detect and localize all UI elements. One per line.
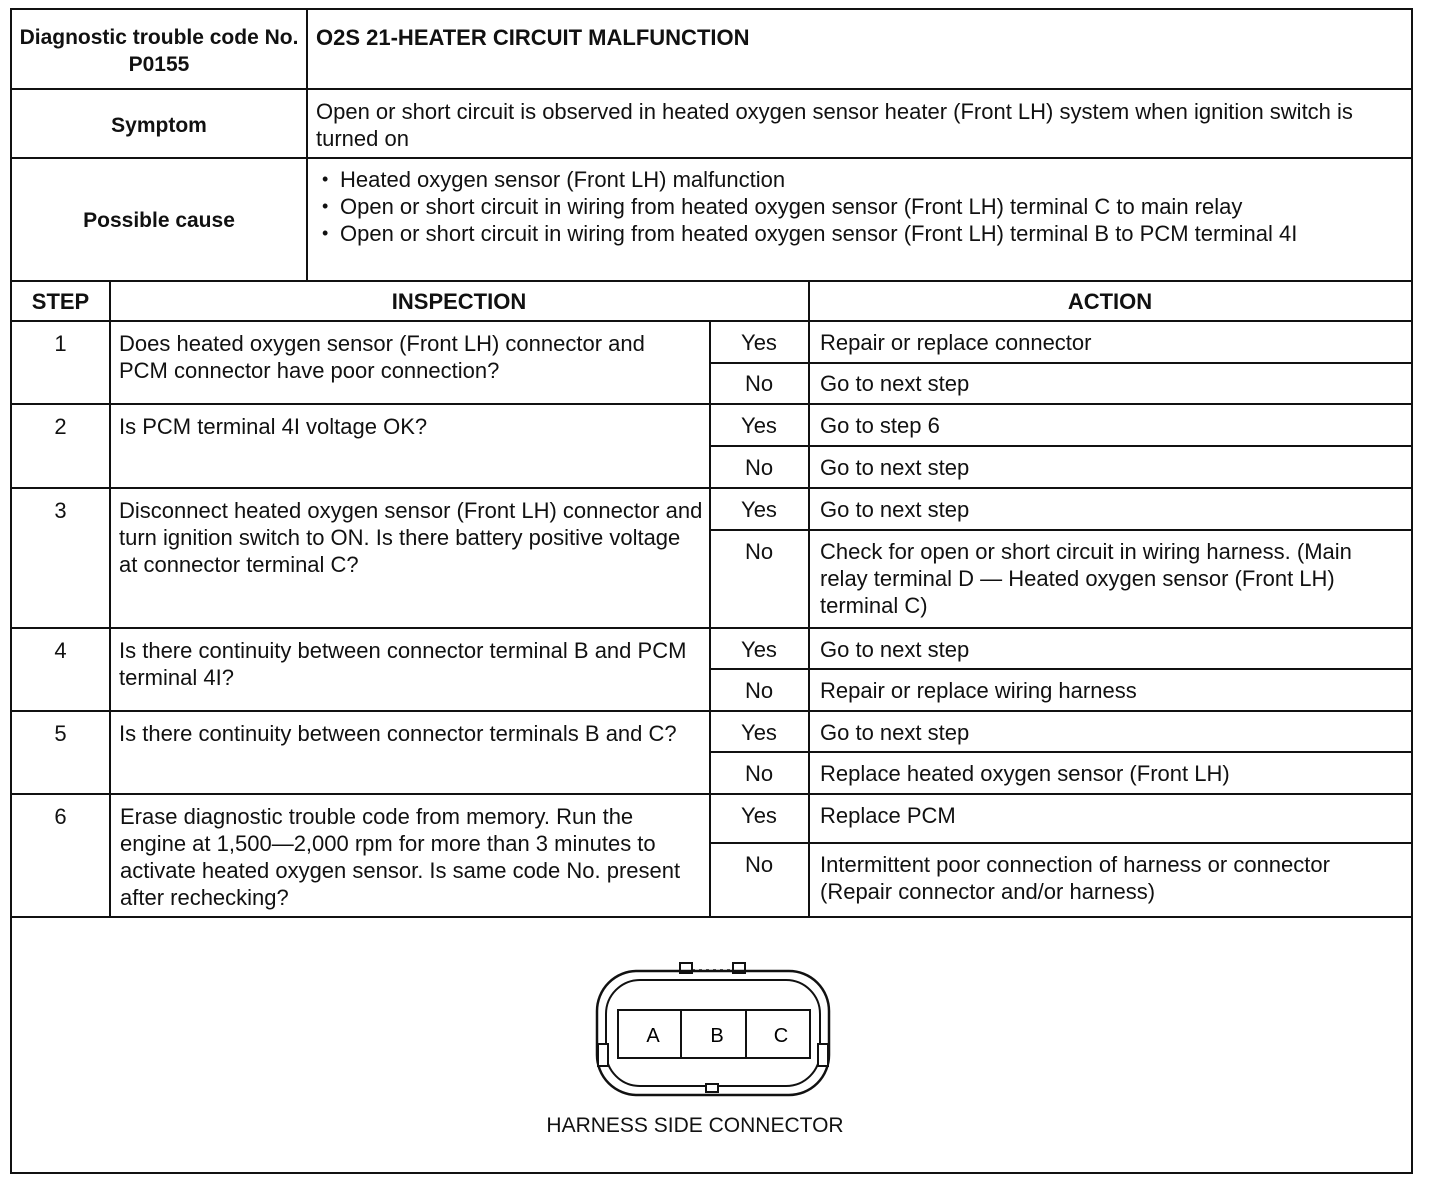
no-label: No [744, 678, 774, 703]
divider [10, 793, 1413, 795]
connector-caption: HARNESS SIDE CONNECTOR [546, 1114, 844, 1137]
step-inspection: Does heated oxygen sensor (Front LH) connector and PCM connector have poor connection? [119, 331, 645, 383]
divider [10, 487, 1413, 489]
divider [10, 157, 1413, 159]
step-inspection: Is there continuity between connector terminals B and C? [119, 721, 677, 746]
divider [709, 668, 1413, 670]
possible-cause-list [316, 166, 1401, 247]
no-label: No [744, 371, 774, 396]
yes-action: Go to step 6 [820, 413, 940, 438]
divider [808, 280, 810, 917]
harness-connector-diagram [560, 958, 860, 1108]
divider [10, 320, 1413, 322]
no-label: No [744, 761, 774, 786]
step-inspection: Is there continuity between connector terminal B and PCM terminal 4I? [119, 638, 687, 690]
step-number: 3 [54, 498, 67, 523]
divider [10, 710, 1413, 712]
divider [109, 280, 111, 917]
possible-cause-label: Possible cause [83, 209, 235, 232]
yes-action: Go to next step [820, 497, 970, 522]
yes-label: Yes [741, 497, 777, 522]
yes-action: Go to next step [820, 637, 970, 662]
no-action: Repair or replace wiring harness [820, 678, 1137, 703]
yes-label: Yes [741, 637, 777, 662]
no-action: Replace heated oxygen sensor (Front LH) [820, 761, 1230, 786]
yes-action: Go to next step [820, 720, 970, 745]
divider [709, 842, 1413, 844]
step-number: 1 [54, 331, 67, 356]
symptom-label: Symptom [111, 114, 207, 137]
no-action: Check for open or short circuit in wiring harness. (Main relay terminal D — Heated oxygen sensor (Front LH) terminal C) [820, 539, 1352, 618]
divider [10, 627, 1413, 629]
col-step-header: STEP [31, 289, 90, 314]
yes-action: Replace PCM [820, 803, 956, 828]
divider [306, 8, 308, 281]
no-label: No [744, 852, 774, 877]
yes-label: Yes [741, 803, 777, 828]
step-number: 4 [54, 638, 67, 663]
no-label: No [744, 539, 774, 564]
divider [709, 751, 1413, 753]
divider [10, 88, 1413, 90]
step-number: 6 [54, 804, 67, 829]
no-action: Intermittent poor connection of harness or connector (Repair connector and/or harness) [820, 852, 1330, 904]
step-number: 5 [54, 721, 67, 746]
divider [709, 445, 1413, 447]
terminal-b-label: B [710, 1025, 724, 1047]
cause-item: • Open or short circuit in wiring from heated oxygen sensor (Front LH) terminal C to main relay [316, 193, 1401, 220]
divider [709, 362, 1413, 364]
cause-item: • Heated oxygen sensor (Front LH) malfunction [316, 166, 1401, 193]
yes-label: Yes [741, 330, 777, 355]
step-inspection: Disconnect heated oxygen sensor (Front LH) connector and turn ignition switch to ON. Is there battery positive voltage at connector terminal C? [119, 498, 703, 577]
yes-label: Yes [741, 720, 777, 745]
symptom-text: Open or short circuit is observed in heated oxygen sensor heater (Front LH) system when ignition switch is turned on [316, 99, 1353, 151]
divider [10, 403, 1413, 405]
divider [709, 529, 1413, 531]
divider [709, 320, 711, 917]
yes-action: Repair or replace connector [820, 330, 1092, 355]
divider [10, 916, 1413, 918]
dtc-code-label: Diagnostic trouble code No. P0155 [19, 26, 299, 76]
step-number: 2 [54, 414, 67, 439]
step-inspection: Is PCM terminal 4I voltage OK? [119, 414, 428, 439]
dtc-title: O2S 21-HEATER CIRCUIT MALFUNCTION [316, 25, 750, 50]
divider [10, 280, 1413, 282]
terminal-c-label: C [773, 1025, 789, 1047]
cause-item: • Open or short circuit in wiring from heated oxygen sensor (Front LH) terminal B to PCM terminal 4I [316, 220, 1401, 247]
col-inspection-header: INSPECTION [391, 289, 527, 314]
no-action: Go to next step [820, 455, 970, 480]
step-inspection: Erase diagnostic trouble code from memory. Run the engine at 1,500—2,000 rpm for more than 3 minutes to activate heated oxygen sensor. Is same code No. present after rechecking? [120, 804, 681, 910]
terminal-a-label: A [646, 1025, 660, 1047]
no-label: No [744, 455, 774, 480]
no-action: Go to next step [820, 371, 970, 396]
yes-label: Yes [741, 413, 777, 438]
col-action-header: ACTION [1067, 289, 1153, 314]
